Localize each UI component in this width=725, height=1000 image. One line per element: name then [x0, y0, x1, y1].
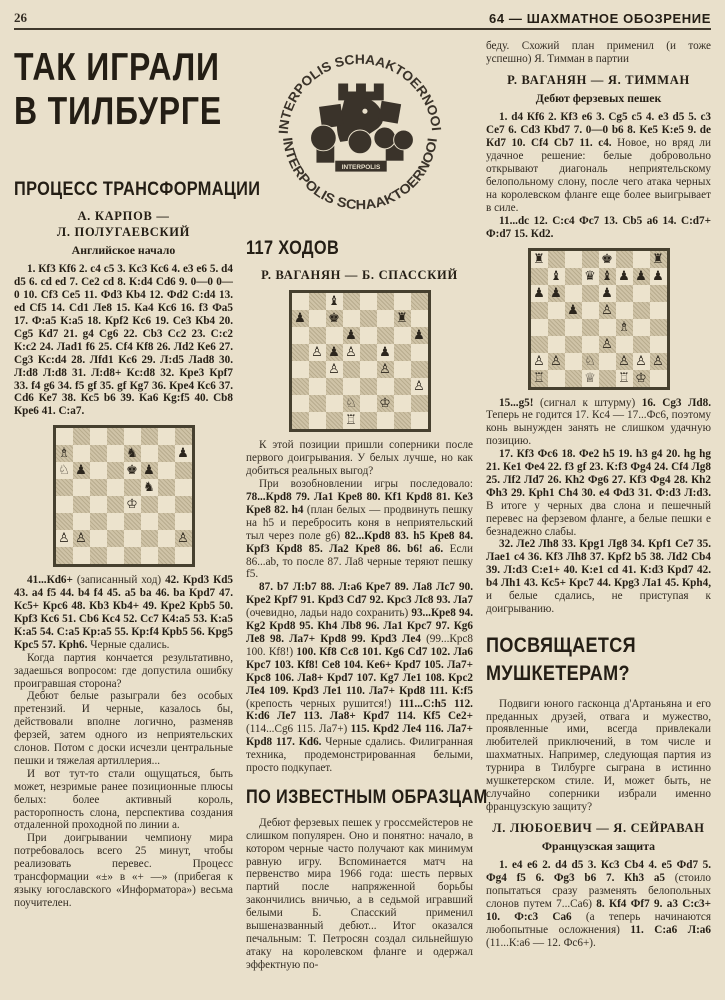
chess-diagram-1 [53, 425, 195, 567]
board-square [531, 268, 548, 285]
board-square [360, 310, 377, 327]
body-paragraph: При доигрывании чемпиону мира потребовалось всего 25 минут, чтобы реализовать перевес. Процесс трансформации «±» в «+ —» (прибегая к языку югославского «Информатора») весьма поучителен. [14, 832, 233, 909]
board-square [175, 462, 192, 479]
board-square [124, 530, 141, 547]
board-square [90, 547, 107, 564]
musketeers-line2: МУШКЕТЕРАМ? [486, 662, 630, 686]
board-square: ♙ [599, 336, 616, 353]
board-square [377, 310, 394, 327]
board-square: ♙ [531, 353, 548, 370]
board-square [582, 302, 599, 319]
board-square: ♞ [124, 445, 141, 462]
board-square: ♙ [377, 361, 394, 378]
board-square [548, 336, 565, 353]
board-square [633, 251, 650, 268]
board-square [377, 412, 394, 429]
header-rule [14, 28, 711, 30]
board-square: ♜ [650, 251, 667, 268]
board-square [141, 547, 158, 564]
board-square [158, 462, 175, 479]
board-square: ♟ [343, 327, 360, 344]
board-square [158, 479, 175, 496]
board-square: ♙ [548, 353, 565, 370]
board-square [548, 302, 565, 319]
opening-name-queens-pawn: Дебют ферзевых пешек [535, 91, 662, 106]
board-square [90, 513, 107, 530]
board-square [565, 285, 582, 302]
board-square: ♖ [343, 412, 360, 429]
body-paragraph: Дебют ферзевых пешек у гроссмейстеров не слишком популярен. Оно и понятно: начало, в котором черные часто получают как минимум равную игру. Вспоминается матч на первенство мира 1966 года: шесть первых партий после напряженной борьбы закончились вничью, а в седьмой игравший белыми Б. Спасский применил вышеназванный дебют... Итог оказался печальным: Т. Петросян создал сильнейшую атаку на королевском фланге и одержал эффектную по- [246, 816, 473, 971]
match-players-vaganian-timman: Р. ВАГАНЯН — Я. ТИММАН [507, 72, 690, 87]
board-square [360, 395, 377, 412]
board-square [565, 370, 582, 387]
board-square [599, 319, 616, 336]
board-square [56, 513, 73, 530]
board-square [548, 370, 565, 387]
board-square [616, 285, 633, 302]
board-square [633, 302, 650, 319]
board-square: ♔ [633, 370, 650, 387]
board-square: ♛ [582, 268, 599, 285]
board-square [309, 361, 326, 378]
chess-diagram-2 [289, 290, 431, 432]
board-square: ♟ [599, 285, 616, 302]
board-square [90, 530, 107, 547]
board-square [124, 479, 141, 496]
board-square [565, 319, 582, 336]
board-square: ♟ [377, 344, 394, 361]
board-square: ♟ [175, 445, 192, 462]
board-square [394, 378, 411, 395]
board-square: ♚ [124, 462, 141, 479]
game-moves-4: 87. b7 Л:b7 88. Л:a6 Крe7 89. Лa8 Лc7 90. Крe2 Крf7 91. Крd3 Cd7 92. Крc3 Лc8 93. Лa7 (очевидно, ладьи надо сохранить) 93...Крe8 94. Кg2 Крd8 95. Кh4 Лb8 96. Лa1 Крc7 97. Кg6 Лe8 98. Лa7+ Крd8 99. Крd3 Лe4 (99...Крc8 100. Кf8!) 100. Кf8 Cc8 101. Кg6 Cd7 102. Лa6 Крc7 103. Кf8! Ce8 104. Кe6+ Крd7 105. Лa7+ Крc8 106. Лa8+ Крd7 107. Кg7 Лe1 108. Крc2 Лe4 109. Крd3 Лe1 110. Лa7+ Крd8 111. К:f5 (крепость черных рушится!) 111...C:h5 112. К:d6 Лe7 113. Лa8+ Крd7 114. Кf5 Ce2+ (114...Cg6 115. Лa7+) 115. Крd2 Лe4 116. Лa7+ Крd8 117. Кd6. Черные сдались. Филигранная техника, продемонстрированная белыми, просто подкупает. [246, 581, 473, 775]
body-paragraph: И вот тут-то стали ощущаться, быть может, незримые ранее позиционные плюсы белых: более активный король, расторопность слона, перспектива создания отдаленной проходной по линии a. [14, 767, 233, 832]
board-square [633, 336, 650, 353]
board-square [394, 412, 411, 429]
page-header [14, 10, 711, 26]
game-moves-9: 32. Лe2 Лh8 33. Крg1 Лg8 34. Крf1 Ce7 35. Лae1 c4 36. Кf3 Лh8 37. Крf2 b5 38. Лd2 Cb4 39. Л:d3 C:e1+ 40. К:e1 cd 41. К:d3 Крd7 42. b4 Лh1 43. Кc5+ Крc7 44. Крg3 Лa1 45. Крh4, и белые сдались, не приступая к доигрыванию. [486, 538, 711, 615]
board-square [56, 496, 73, 513]
board-square: ♖ [531, 370, 548, 387]
board-square [175, 428, 192, 445]
board-square [616, 251, 633, 268]
board-square [90, 462, 107, 479]
board-square [309, 310, 326, 327]
board-square: ♙ [599, 302, 616, 319]
board-square [107, 547, 124, 564]
board-square [343, 378, 360, 395]
board-square: ♘ [56, 462, 73, 479]
board-square: ♕ [582, 370, 599, 387]
board-square [360, 327, 377, 344]
board-square: ♙ [650, 353, 667, 370]
section-heading-transformation: ПРОЦЕСС ТРАНСФОРМАЦИИ [14, 179, 261, 201]
article-title-line2: В ТИЛБУРГЕ [14, 89, 223, 133]
board-square [175, 479, 192, 496]
board-square: ♗ [56, 445, 73, 462]
players-line2: Л. ПОЛУГАЕВСКИЙ [56, 224, 191, 239]
game-moves-10: 1. e4 e6 2. d4 d5 3. Кc3 Cb4 4. e5 Фd7 5. Фg4 f5 6. Фg3 b6 7. Кh3 a5 (стоило попытаться сразу разменять белопольных слонов путем 7...Ca6) 8. Кf4 Фf7 9. a3 C:c3+ 10. Ф:c3 Ca6 (а теперь начинаются любопытные осложнения) 11. C:a6 Л:a6 (11...К:a6 — 12. Фc6+). [486, 859, 711, 949]
board-square [56, 428, 73, 445]
board-square [394, 344, 411, 361]
board-square: ♔ [124, 496, 141, 513]
board-square [158, 530, 175, 547]
board-square [292, 293, 309, 310]
interpolis-logo [261, 40, 459, 226]
board-square [394, 293, 411, 310]
body-paragraph: К этой позиции пришли соперники после первого доигрывания. У белых лучше, но как добиться реальных выгод? [246, 439, 473, 478]
section-heading-musketeers [486, 632, 711, 689]
board-square [90, 496, 107, 513]
board-square [90, 445, 107, 462]
board-square [292, 327, 309, 344]
board-square [107, 530, 124, 547]
board-square [411, 395, 428, 412]
board-square [411, 293, 428, 310]
board-square [394, 395, 411, 412]
board-square [360, 378, 377, 395]
game-moves-2: 41...Кd6+ (записанный ход) 42. Крd3 Кd5 43. a4 f5 44. b4 f4 45. a5 ba 46. ba Крd7 47. Кc5+ Крc6 48. Кb3 Кb4+ 49. Крe2 Крb5 50. Крf3 Кc6 51. Cb6 Кc4 52. Cc7 К4:a5 53. К:a5 К:a5 54. C:a5 Кр:a5 55. Кр:f4 Крb5 56. Крg5 Крc5 57. Крh6. Черные сдались. [14, 574, 234, 651]
body-paragraph-continuation: беду. Схожий план применил (и тоже успешно) Я. Тимман в партии [486, 40, 711, 65]
board-square [292, 412, 309, 429]
board-square [531, 302, 548, 319]
board-square [107, 462, 124, 479]
magazine-title: 64 — ШАХМАТНОЕ ОБОЗРЕНИЕ [489, 11, 711, 26]
board-square [309, 378, 326, 395]
board-square [548, 319, 565, 336]
board-square: ♘ [343, 395, 360, 412]
match-players-vaganian-spassky: Р. ВАГАНЯН — Б. СПАССКИЙ [261, 267, 458, 282]
board-square [411, 344, 428, 361]
board-square [360, 412, 377, 429]
board-square [531, 336, 548, 353]
logo-arc-bottom: INTERPOLIS SCHAAKTOERNOOI [279, 136, 440, 213]
board-square [411, 310, 428, 327]
board-square: ♝ [548, 268, 565, 285]
board-square [309, 412, 326, 429]
board-square [377, 378, 394, 395]
board-square [394, 327, 411, 344]
logo-banner-text: INTERPOLIS [341, 164, 380, 172]
board-square [158, 547, 175, 564]
board-square: ♔ [377, 395, 394, 412]
board-square [158, 513, 175, 530]
board-square: ♖ [616, 370, 633, 387]
board-square [158, 428, 175, 445]
board-square [158, 445, 175, 462]
board-square [292, 344, 309, 361]
board-square: ♙ [56, 530, 73, 547]
board-square [90, 479, 107, 496]
board-square [73, 513, 90, 530]
board-square: ♜ [394, 310, 411, 327]
board-square: ♚ [599, 251, 616, 268]
board-square [565, 251, 582, 268]
board-square [326, 327, 343, 344]
board-square [292, 378, 309, 395]
board-square [292, 361, 309, 378]
board-square: ♙ [175, 530, 192, 547]
board-square [141, 445, 158, 462]
opening-name-english: Английское начало [71, 243, 176, 258]
board-square [326, 412, 343, 429]
game-moves-7: 15...g5! (сигнал к штурму) 16. Cg3 Лd8. Теперь не годится 17. Кc4 — 17...Фc6, поэтому конь вынужден занять не слишком удачную позицию. [486, 396, 711, 448]
board-square [124, 428, 141, 445]
board-square: ♘ [582, 353, 599, 370]
board-square [616, 336, 633, 353]
board-square: ♗ [616, 319, 633, 336]
board-square [650, 302, 667, 319]
board-square: ♟ [73, 462, 90, 479]
column-2 [246, 40, 488, 972]
board-square: ♙ [309, 344, 326, 361]
logo-arc-top: INTERPOLIS SCHAAKTOERNOOI [275, 51, 444, 135]
board-square [360, 361, 377, 378]
board-square [158, 496, 175, 513]
board-square: ♟ [141, 462, 158, 479]
board-square [650, 370, 667, 387]
board-square: ♟ [650, 268, 667, 285]
board-square [548, 251, 565, 268]
board-square [599, 353, 616, 370]
body-paragraph: Когда партия кончается результативно, задаешься вопросом: где допустила ошибку проигравшая сторона? [14, 651, 233, 690]
board-square [326, 395, 343, 412]
match-players-karpov-polugaevsky [14, 209, 233, 240]
board-square [107, 479, 124, 496]
board-square [377, 327, 394, 344]
column-3 [486, 40, 711, 972]
game-moves-1: 1. Кf3 Кf6 2. c4 c5 3. Кc3 Кc6 4. e3 e6 5. d4 d5 6. cd ed 7. Ce2 cd 8. К:d4 Cd6 9. 0—0 0—0 10. Cf3 Ce5 11. Фd3 Кb4 12. Фd2 C:d4 13. ed Cf5 14. Cd1 Лe8 15. Кa4 Кc6 16. f3 Фa5 17. Ф:a5 К:a5 18. Крf2 Кc6 19. Ce3 Кb4 20. Cg5 Кd7 21. g4 Cg6 22. Cb3 Cc2 23. C:c2 К:c2 24. Лad1 f6 25. Cf4 Кf8 26. Лd2 Кe6 27. Cg3 Кc:d4 28. Лfd1 Кc6 29. Л:d5 Лad8 30. Л:d8 Л:d8 31. Л:d8+ Кc:d8 32. Крe3 Крf7 33. f4 g6 34. f5 gf 35. gf Кg7 36. Крe4 Кc6 37. Cd6 Кe7 38. Кc5 b6 39. Кa6 Кg:f5 40. Cb8 Крe6 41. C:a7. [14, 263, 233, 418]
board-square [309, 395, 326, 412]
logo-knight-emblem [310, 84, 413, 172]
board-square [73, 428, 90, 445]
board-square [377, 293, 394, 310]
section-heading-known-patterns: ПО ИЗВЕСТНЫМ ОБРАЗЦАМ [246, 786, 488, 808]
column-1 [14, 40, 261, 972]
section-heading-117-moves: 117 ХОДОВ [246, 238, 340, 259]
board-square [90, 428, 107, 445]
board-square: ♟ [531, 285, 548, 302]
article-title [14, 46, 233, 133]
board-square: ♙ [633, 353, 650, 370]
board-square [73, 496, 90, 513]
board-square [633, 319, 650, 336]
board-square: ♟ [411, 327, 428, 344]
board-square [141, 513, 158, 530]
game-moves-8: 17. Кf3 Фc6 18. Фe2 h5 19. h3 g4 20. hg hg 21. Кe1 Фe4 22. f3 gf 23. К:f3 Фg4 24. Cf4 Лg8 25. Лf2 Лd7 26. Кh2 Фg6 27. Кf3 Фg4 28. Кh2 Фh3 29. Крh1 Ch4 30. e4 Фd3 31. Ф:d3 Л:d3. В итоге у черных два слона и пешечный перевес на ферзевом фланге, а белые пешки e безнадежно слабы. [486, 448, 711, 538]
board-square [565, 353, 582, 370]
board-square: ♟ [292, 310, 309, 327]
content-columns [14, 40, 711, 972]
board-square: ♙ [326, 361, 343, 378]
board-square [124, 547, 141, 564]
board-square [411, 361, 428, 378]
board-square: ♚ [326, 310, 343, 327]
board-square: ♙ [616, 353, 633, 370]
board-square: ♟ [633, 268, 650, 285]
board-square [343, 310, 360, 327]
board-square [565, 336, 582, 353]
board-square: ♟ [616, 268, 633, 285]
body-paragraph: Подвиги юного гасконца д'Артаньяна и его преданных друзей, отвага и мужество, проявленные ими, всегда привлекали любителей приключений, в том числе и шахматных. Например, следующая партия из турнира в Тилбурге сыграна в истинно мушкетерском стиле. И, может быть, не случайно соперники избрали именно французскую защиту? [486, 697, 711, 813]
board-square [360, 344, 377, 361]
board-square [56, 479, 73, 496]
game-moves-6: 11...dc 12. C:c4 Фc7 13. Cb5 a6 14. C:d7+ Ф:d7 15. Кd2. [486, 214, 711, 240]
board-square: ♟ [565, 302, 582, 319]
musketeers-line1: ПОСВЯЩАЕТСЯ [486, 633, 636, 657]
game-moves-5: 1. d4 Кf6 2. Кf3 e6 3. Cg5 c5 4. e3 d5 5. c3 Ce7 6. Cd3 Кbd7 7. 0—0 b6 8. Кe5 К:e5 9. de Кd7 10. Cf4 Cb7 11. c4. Новое, но вряд ли удачное решение: белые добровольно открывают диагональ неприятельскому белопольному слону, после чего атака черных на королевском фланге еще более выигрывает в силе. [486, 111, 711, 214]
page-number: 26 [14, 10, 27, 25]
board-square: ♙ [73, 530, 90, 547]
board-square [141, 428, 158, 445]
board-square [107, 513, 124, 530]
body-paragraph: Дебют белые разыграли без особых претензий. И черные, казалось бы, действовали вполне логично, разменяв ферзей, затем одного из неприятельских слонов. Потом с доски исчезли центральные пешки и тяжелая артиллерия... [14, 690, 233, 767]
board-square [650, 336, 667, 353]
board-square [582, 336, 599, 353]
board-square [309, 327, 326, 344]
board-square: ♙ [343, 344, 360, 361]
board-square: ♙ [411, 378, 428, 395]
board-square [107, 428, 124, 445]
board-square [582, 251, 599, 268]
board-square [633, 285, 650, 302]
board-square [141, 496, 158, 513]
players-line1: А. КАРПОВ — [77, 209, 170, 224]
article-title-line1: ТАК ИГРАЛИ [14, 46, 220, 89]
board-square [175, 513, 192, 530]
board-square [650, 319, 667, 336]
board-square [343, 361, 360, 378]
board-square [309, 293, 326, 310]
board-square [107, 445, 124, 462]
board-square: ♝ [326, 293, 343, 310]
game-moves-3: При возобновлении игры последовало: 78...Крd8 79. Лa1 Крe8 80. Кf1 Крd8 81. Кe3 Крe8 82. h4 (план белых — продвинуть пешку на h5 и перебросить коня в неприятельский тыл через поле g6) 82...Крd8 83. h5 Крe8 84. Крf3 Крd8 85. Лa2 Крe8 86. b6! a6. Если 86...ab, то после 87. Лa8 черные теряют пешку f5. [246, 478, 473, 581]
board-square [73, 479, 90, 496]
tournament-logo-wrap [246, 40, 473, 226]
board-square [73, 445, 90, 462]
board-square [124, 513, 141, 530]
board-square [326, 378, 343, 395]
chess-diagram-3 [528, 248, 670, 390]
board-square: ♜ [531, 251, 548, 268]
board-square: ♝ [599, 268, 616, 285]
board-square [616, 302, 633, 319]
board-square [411, 412, 428, 429]
board-square [565, 268, 582, 285]
board-square [531, 319, 548, 336]
board-square [73, 547, 90, 564]
board-square: ♞ [141, 479, 158, 496]
board-square [175, 496, 192, 513]
board-square [175, 547, 192, 564]
board-square [599, 370, 616, 387]
board-square [582, 285, 599, 302]
board-square [582, 319, 599, 336]
board-square [394, 361, 411, 378]
board-square [141, 530, 158, 547]
board-square [343, 293, 360, 310]
match-players-ljubojevic-seirawan: Л. ЛЮБОЕВИЧ — Я. СЕЙРАВАН [492, 820, 705, 835]
board-square: ♟ [548, 285, 565, 302]
board-square: ♟ [326, 344, 343, 361]
board-square [360, 293, 377, 310]
opening-name-french: Французская защита [541, 839, 656, 854]
board-square [56, 547, 73, 564]
board-square [650, 285, 667, 302]
board-square [292, 395, 309, 412]
board-square [107, 496, 124, 513]
